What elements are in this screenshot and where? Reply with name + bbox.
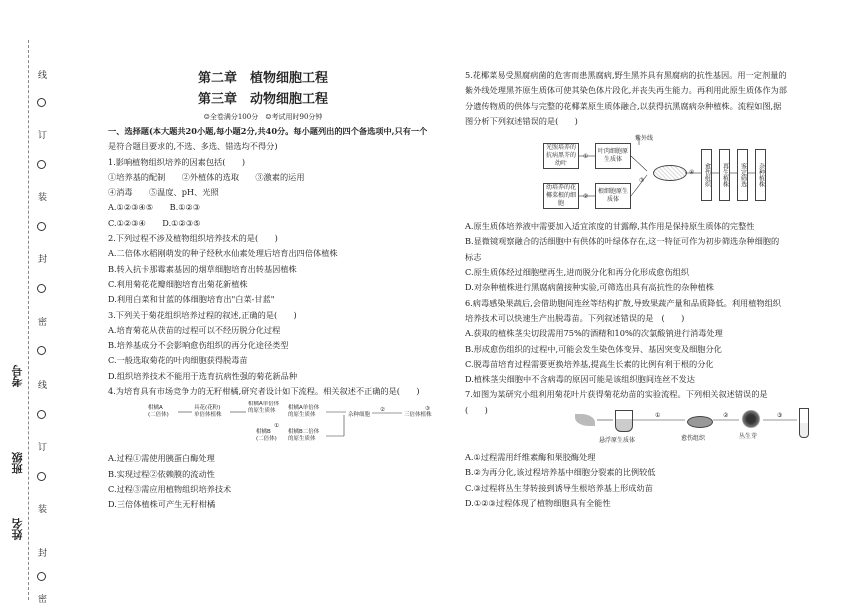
fig5-step: ③: [639, 177, 645, 185]
option-line: B.转入抗卡那霉素基因的烟草细胞培育出转基因植株: [108, 263, 297, 274]
question-4: 4.为培育具有市场竞争力的无籽柑橘,研究者设计如下流程。相关叙述不正确的是( ): [108, 386, 420, 397]
fig4-text: 具花(花粉): [194, 405, 221, 412]
question-6: 6.病毒感染果蔬后,会借助胞间连丝等结构扩散,导致果蔬产量和品质降低。利用植物组织: [465, 297, 781, 308]
name-label: 姓名: [11, 518, 24, 540]
question-7: 7.如图为某研究小组利用菊花叶片获得菊花幼苗的实验流程。下列相关叙述错误的是: [465, 389, 768, 400]
binding-hole: [37, 98, 46, 107]
question-2: 2.下列过程不涉及植物组织培养技术的是( ): [108, 233, 278, 244]
score-info: ☺全卷满分100分 ☺考试用时90分钟: [203, 113, 323, 121]
fig4-text: 的原生质体: [288, 412, 316, 419]
option-line: D.组织培养技术不能用于选育抗病性强的菊花新品种: [108, 370, 298, 381]
chapter-title-2: 第三章 动物细胞工程: [197, 92, 328, 107]
option-line: A.原生质体培养液中需要加入适宜浓度的甘露醇,其作用是保持原生质体的完整性: [465, 221, 755, 232]
fig5-box: 光照培养的抗病黑芥的幼叶: [543, 143, 579, 169]
binding-char: 密: [38, 595, 48, 605]
figure-q4-flowchart: [148, 401, 448, 447]
option-line: D.植株茎尖细胞中不含病毒的原因可能是该组织胞间连丝不发达: [465, 374, 695, 385]
fig4-text: 三倍体植株: [404, 412, 432, 419]
figure-q5-flowchart: [543, 131, 773, 217]
fig4-text: (二倍体): [256, 436, 277, 443]
option-line: D.对杂种植株进行黑腐病菌接种实验,可筛选出具有高抗性的杂种植株: [465, 282, 714, 293]
text-line: 分遗传物质的供体与完整的花椰菜原生质体融合,以获得抗黑腐病杂种植株。流程如图,据: [465, 100, 782, 111]
binding-dashed-line: [28, 40, 29, 600]
binding-hole: [37, 472, 46, 481]
question-5: 5.花椰菜易受黑腐病菌的危害而患黑腐病,野生黑芥具有黑腐病的抗性基因。用一定剂量的: [465, 70, 787, 80]
binding-char: 订: [38, 131, 48, 141]
option-line: C.脱毒苗培育过程需要更换培养基,提高生长素的比例有利于根的分化: [465, 358, 714, 369]
text-line: 是符合题目要求的,不选、多选、错选均不得分): [108, 141, 278, 152]
fig5-step: ②: [583, 193, 589, 201]
fig5-box: 再生植株: [719, 149, 730, 201]
question-3: 3.下列关于菊花组织培养过程的叙述,正确的是( ): [108, 309, 297, 320]
option-line: A.二倍体水稻刚萌发的种子经秋水仙素处理后培育出四倍体植株: [108, 248, 338, 259]
binding-char: 线: [38, 71, 48, 81]
fig7-step: ①: [655, 412, 661, 420]
binding-hole: [37, 572, 46, 581]
text-line: ④消毒 ⑤温度、pH、光照: [108, 187, 219, 198]
fig5-step: ①: [583, 153, 589, 161]
binding-hole: [37, 346, 46, 355]
fig4-text: 柑橘A单倍体: [288, 405, 320, 412]
fig4-text: 柑橘A: [148, 405, 163, 412]
fig7-label: 丛生芽: [739, 433, 758, 441]
option-line: C.原生质体经过细胞壁再生,进而脱分化和再分化形成愈伤组织: [465, 267, 690, 278]
binding-hole: [37, 160, 46, 169]
option-line: C.过程③需应用植物组织培养技术: [108, 483, 232, 494]
binding-characters: [38, 0, 48, 608]
option-line: C.一般选取菊花的叶肉细胞获得脱毒苗: [108, 355, 248, 366]
class-label: 班级: [11, 452, 24, 474]
option-line: C.①②③④ D.①②③⑤: [108, 217, 201, 228]
option-line: B.②为再分化,该过程培养基中细胞分裂素的比例较低: [465, 467, 656, 478]
fig5-box: 幼培养的花椰菜根的细胞: [543, 183, 579, 209]
fig7-label: 悬浮原生质体: [599, 437, 636, 445]
fig5-box: 杂种植株: [755, 149, 766, 201]
option-line: B.实现过程②依赖膜的流动性: [108, 468, 215, 479]
binding-char: 装: [38, 505, 48, 515]
text-line: ①培养基的配制 ②外植体的选取 ③激素的运用: [108, 171, 305, 182]
right-column: [465, 68, 845, 511]
binding-char: 封: [38, 549, 48, 559]
fig5-box: 鉴定筛选: [737, 149, 748, 201]
chapter-title-1: 第二章 植物细胞工程: [197, 71, 328, 86]
option-line: D.①②③过程体现了植物细胞具有全能性: [465, 497, 611, 508]
binding-char: 密: [38, 318, 48, 328]
binding-char: 线: [38, 381, 48, 391]
fig4-text: 柑橘A单倍体: [248, 401, 280, 408]
fig4-text: 的原生质体: [288, 436, 316, 443]
fig4-step: ①: [274, 423, 279, 430]
option-line: C.③过程将丛生芽转接到诱导生根培养基上形成幼苗: [465, 482, 653, 493]
binding-char: 装: [38, 193, 48, 203]
fig7-step: ②: [723, 412, 729, 420]
fig7-label: 愈伤组织: [681, 435, 706, 443]
binding-char: 订: [38, 443, 48, 453]
option-line: B.显微镜观察融合的活细胞中有供体的叶绿体存在,这一特征可作为初步筛选杂种细胞的: [465, 236, 780, 247]
fig5-arrows: [543, 131, 773, 217]
fig4-step: ②: [380, 407, 385, 414]
option-line: D.三倍体植株可产生无籽柑橘: [108, 499, 216, 510]
fig4-text: 的原生质体: [248, 408, 276, 415]
binding-hole: [37, 410, 46, 419]
fig5-step: ④: [689, 169, 695, 177]
fig4-text: 柑橘B二倍体: [288, 429, 320, 436]
option-line: A.过程①需使用胰蛋白酶处理: [108, 453, 215, 464]
option-line: 标志: [465, 251, 482, 262]
text-line: 紫外线处理黑芥原生质体可使其染色体片段化,并丧失再生能力。再利用此原生质体作为部: [465, 85, 787, 96]
option-line: A.①②③④⑤ B.①②③: [108, 202, 201, 213]
text-line: ( ): [465, 404, 488, 415]
text-line: 培养技术可以快速生产出脱毒苗。下列叙述错误的是 ( ): [465, 312, 685, 323]
fig4-step: ③: [425, 406, 430, 413]
fig4-text: 杂种细胞: [348, 412, 371, 419]
fig7-step: ③: [777, 412, 783, 420]
question-1: 1.影响植物组织培养的因素包括( ): [108, 156, 246, 167]
option-line: A.培育菊花从茯苗的过程可以不经历脱分化过程: [108, 324, 281, 335]
figure-q7-flowchart: [575, 408, 825, 446]
option-line: A.获取的植株茎尖切段需用75%的酒精和10%的次氯酸钠进行消毒处理: [465, 328, 723, 339]
fig5-box: 叶肉细胞原生质体: [595, 143, 631, 169]
fig5-uv-label: 紫外线: [635, 135, 654, 143]
option-line: A.①过程需用纤维素酶和果胶酶处理: [465, 452, 596, 463]
option-line: B.形成愈伤组织的过程中,可能会发生染色体变异、基因突变及细胞分化: [465, 343, 722, 354]
fig4-text: 单倍体植株: [194, 412, 222, 419]
text-line: 图分析下列叙述错误的是( ): [465, 115, 578, 126]
binding-hole: [37, 222, 46, 231]
fig4-text: 柑橘B: [256, 429, 271, 436]
section-heading: 一、选择题(本大题共20小题,每小题2分,共40分。每小题列出的四个备选项中,只有一个: [108, 126, 428, 136]
exam-number-label: 考号: [11, 365, 24, 387]
option-line: B.培养基成分不会影响愈伤组织的再分化途径类型: [108, 340, 289, 351]
binding-char: 封: [38, 255, 48, 265]
fig4-text: (二倍体): [148, 412, 169, 419]
fig5-box: 愈伤组织: [701, 149, 712, 201]
left-column: [108, 68, 448, 513]
option-line: D.利用白菜和甘蓝的体细胞培育出"白菜-甘蓝": [108, 294, 275, 305]
option-line: C.利用菊花花瓣细胞培育出菊花新植株: [108, 278, 248, 289]
binding-hole: [37, 284, 46, 293]
fig5-box: 根细胞原生质体: [595, 183, 631, 209]
binding-margin: [0, 0, 56, 608]
fig7-arrows: [575, 408, 825, 446]
